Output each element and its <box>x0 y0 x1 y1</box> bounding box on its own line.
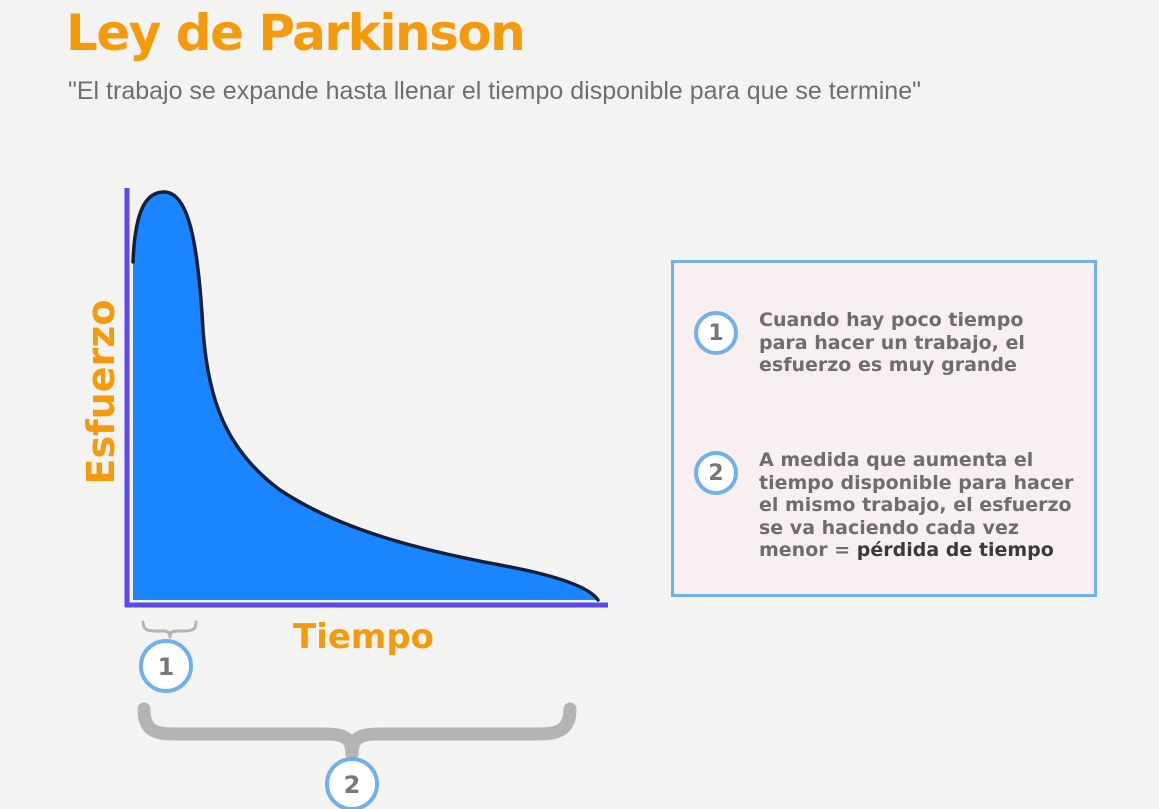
legend-item-1 <box>694 309 1089 377</box>
legend-number-1: 1 <box>694 311 738 355</box>
marker-2-label: 2 <box>343 771 361 799</box>
legend-box <box>671 260 1097 597</box>
x-axis-label: Tiempo <box>293 617 435 657</box>
legend-text-2-emphasis: pérdida de tiempo <box>856 539 1054 561</box>
effort-area <box>133 192 598 600</box>
short-time-brace <box>143 622 196 637</box>
page-title: Ley de Parkinson <box>66 4 525 62</box>
page-subtitle-quote: "El trabajo se expande hasta llenar el tiempo disponible para que se termine" <box>68 77 921 105</box>
legend-number-2: 2 <box>694 451 738 495</box>
legend-item-2 <box>694 449 1089 562</box>
legend-text-1: Cuando hay poco tiempo para hacer un trabajo, el esfuerzo es muy grande <box>759 309 1025 376</box>
long-time-brace <box>144 709 570 754</box>
marker-1-label: 1 <box>157 653 175 681</box>
legend-text-2-body: A medida que aumenta el tiempo disponible para hacer el mismo trabajo, el esfuerzo se va haciendo cada vez menor = <box>759 449 1074 561</box>
y-axis-label: Esfuerzo <box>79 299 123 485</box>
legend-text-2 <box>759 449 1089 562</box>
